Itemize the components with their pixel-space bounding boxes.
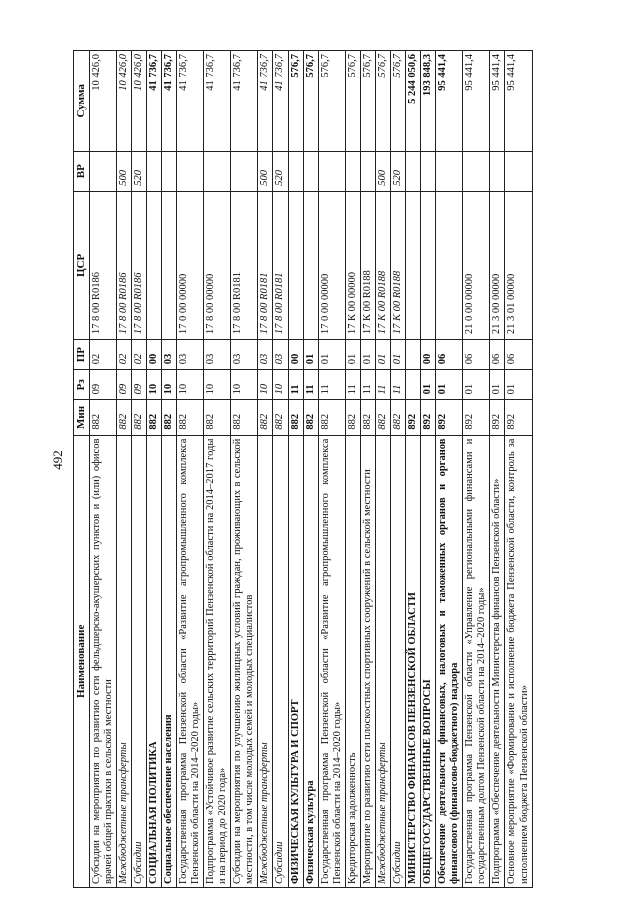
- cell-sum: 576,7: [390, 51, 405, 152]
- table-row: [463, 51, 490, 888]
- cell-pr: 06: [436, 340, 463, 370]
- cell-sum: 10 426,0: [89, 51, 116, 152]
- cell-csr: 17 8 00 R0186: [131, 191, 146, 339]
- header-pr: ПР: [74, 340, 90, 370]
- cell-pr: 01: [390, 340, 405, 370]
- rotated-table-container: [73, 50, 533, 888]
- cell-name: Кредиторская задолженность: [345, 435, 360, 887]
- cell-sum: 576,7: [360, 51, 375, 152]
- cell-pr: 00: [146, 340, 161, 370]
- cell-pr: 02: [89, 340, 116, 370]
- cell-min: 882: [204, 400, 231, 435]
- table-row: [204, 51, 231, 888]
- cell-name: Государственная программа Пензенской области «Управление региональными финансами и государственным долгом Пензенской области на 2014–2020 годы»: [463, 435, 490, 887]
- cell-rz: 01: [436, 370, 463, 400]
- cell-sum: 193 848,3: [421, 51, 436, 152]
- budget-table: [73, 50, 533, 888]
- cell-csr: [161, 191, 176, 339]
- cell-min: 882: [288, 400, 303, 435]
- cell-rz: 01: [421, 370, 436, 400]
- cell-rz: 09: [116, 370, 131, 400]
- cell-min: 882: [231, 400, 258, 435]
- cell-pr: 01: [360, 340, 375, 370]
- cell-vr: [303, 151, 318, 191]
- cell-name: Субсидии на мероприятия по улучшению жилищных условий граждан, проживающих в сельской местности, в том числе молодых семей и молодых специалистов: [231, 435, 258, 887]
- cell-vr: [318, 151, 345, 191]
- cell-vr: [505, 151, 532, 191]
- cell-vr: [490, 151, 505, 191]
- cell-csr: [146, 191, 161, 339]
- cell-rz: 10: [231, 370, 258, 400]
- cell-min: 882: [375, 400, 390, 435]
- cell-min: 892: [463, 400, 490, 435]
- cell-vr: [463, 151, 490, 191]
- table-row: [258, 51, 273, 888]
- cell-min: 882: [116, 400, 131, 435]
- table-row: [116, 51, 131, 888]
- cell-min: 892: [505, 400, 532, 435]
- cell-min: 882: [318, 400, 345, 435]
- cell-rz: 11: [288, 370, 303, 400]
- cell-sum: 41 736,7: [177, 51, 204, 152]
- header-rz: Рз: [74, 370, 90, 400]
- cell-name: СОЦИАЛЬНАЯ ПОЛИТИКА: [146, 435, 161, 887]
- cell-vr: [360, 151, 375, 191]
- cell-vr: 520: [131, 151, 146, 191]
- table-row: [89, 51, 116, 888]
- cell-pr: 03: [177, 340, 204, 370]
- cell-pr: 01: [345, 340, 360, 370]
- cell-csr: [406, 191, 421, 339]
- cell-pr: 02: [131, 340, 146, 370]
- cell-name: Обеспечение деятельности финансовых, налоговых и таможенных органов и органов финансового (финансово-бюджетного) надзора: [436, 435, 463, 887]
- cell-name: Подпрограмма «Обеспечение деятельности Министерства финансов Пензенской области»: [490, 435, 505, 887]
- table-row: [161, 51, 176, 888]
- table-row: [146, 51, 161, 888]
- cell-min: 892: [406, 400, 421, 435]
- cell-rz: 11: [360, 370, 375, 400]
- cell-min: 882: [146, 400, 161, 435]
- cell-vr: 500: [375, 151, 390, 191]
- cell-min: 882: [360, 400, 375, 435]
- table-row: [273, 51, 288, 888]
- cell-vr: 520: [273, 151, 288, 191]
- cell-sum: 41 736,7: [273, 51, 288, 152]
- cell-vr: [204, 151, 231, 191]
- table-row: [406, 51, 421, 888]
- cell-csr: 21 3 01 00000: [505, 191, 532, 339]
- cell-pr: 01: [318, 340, 345, 370]
- cell-name: МИНИСТЕРСТВО ФИНАНСОВ ПЕНЗЕНСКОЙ ОБЛАСТИ: [406, 435, 421, 887]
- cell-rz: 01: [490, 370, 505, 400]
- header-csr: ЦСР: [74, 191, 90, 339]
- cell-name: Государственная программа Пензенской области «Развитие агропромышленного комплекса Пензенской области на 2014–2020 годы»: [318, 435, 345, 887]
- cell-min: 882: [345, 400, 360, 435]
- cell-pr: 01: [375, 340, 390, 370]
- cell-pr: 00: [421, 340, 436, 370]
- cell-min: 882: [131, 400, 146, 435]
- cell-pr: [406, 340, 421, 370]
- cell-name: ФИЗИЧЕСКАЯ КУЛЬТУРА И СПОРТ: [288, 435, 303, 887]
- cell-rz: [406, 370, 421, 400]
- cell-csr: 17 0 00 00000: [177, 191, 204, 339]
- table-row: [345, 51, 360, 888]
- cell-min: 882: [161, 400, 176, 435]
- cell-rz: 11: [303, 370, 318, 400]
- cell-rz: 09: [131, 370, 146, 400]
- cell-pr: 00: [288, 340, 303, 370]
- cell-rz: 11: [318, 370, 345, 400]
- cell-csr: 17 8 00 R0186: [89, 191, 116, 339]
- table-row: [131, 51, 146, 888]
- cell-sum: 576,7: [303, 51, 318, 152]
- cell-sum: 576,7: [375, 51, 390, 152]
- cell-name: Подпрограмма «Устойчивое развитие сельских территорий Пензенской области на 2014–2017 годы и на период до 2020 года»: [204, 435, 231, 887]
- cell-pr: 01: [303, 340, 318, 370]
- cell-csr: [421, 191, 436, 339]
- cell-name: Межбюджетные трансферты: [375, 435, 390, 887]
- cell-csr: 17 8 00 R0186: [116, 191, 131, 339]
- cell-name: Государственная программа Пензенской области «Развитие агропромышленного комплекса Пензенской области на 2014–2020 годы»: [177, 435, 204, 887]
- cell-rz: 11: [375, 370, 390, 400]
- table-row: [505, 51, 532, 888]
- cell-rz: 11: [345, 370, 360, 400]
- cell-csr: 17 8 00 00000: [204, 191, 231, 339]
- table-row: [375, 51, 390, 888]
- cell-pr: 02: [116, 340, 131, 370]
- cell-sum: 41 736,7: [146, 51, 161, 152]
- table-row: [303, 51, 318, 888]
- cell-rz: 10: [146, 370, 161, 400]
- cell-csr: 17 К 00 R0188: [375, 191, 390, 339]
- cell-vr: [146, 151, 161, 191]
- cell-rz: 10: [204, 370, 231, 400]
- cell-sum: 95 441,4: [505, 51, 532, 152]
- cell-sum: 41 736,7: [161, 51, 176, 152]
- cell-min: 892: [421, 400, 436, 435]
- cell-pr: 03: [231, 340, 258, 370]
- cell-sum: 10 426,0: [116, 51, 131, 152]
- cell-csr: 17 К 00 00000: [345, 191, 360, 339]
- cell-rz: 09: [89, 370, 116, 400]
- cell-name: Субсидии: [131, 435, 146, 887]
- table-row: [288, 51, 303, 888]
- table-row: [318, 51, 345, 888]
- cell-name: ОБЩЕГОСУДАРСТВЕННЫЕ ВОПРОСЫ: [421, 435, 436, 887]
- cell-csr: 21 3 00 00000: [490, 191, 505, 339]
- cell-rz: 11: [390, 370, 405, 400]
- cell-csr: [288, 191, 303, 339]
- cell-csr: 21 0 00 00000: [463, 191, 490, 339]
- cell-csr: 17 8 00 R0181: [258, 191, 273, 339]
- cell-name: Социальное обеспечение населения: [161, 435, 176, 887]
- cell-min: 892: [490, 400, 505, 435]
- cell-rz: 10: [273, 370, 288, 400]
- cell-sum: 10 426,0: [131, 51, 146, 152]
- cell-min: 882: [303, 400, 318, 435]
- cell-sum: 5 244 050,6: [406, 51, 421, 152]
- cell-sum: 95 441,4: [463, 51, 490, 152]
- cell-vr: [177, 151, 204, 191]
- cell-name: Физическая культура: [303, 435, 318, 887]
- cell-vr: [406, 151, 421, 191]
- cell-sum: 576,7: [318, 51, 345, 152]
- table-row: [231, 51, 258, 888]
- cell-rz: 01: [463, 370, 490, 400]
- cell-vr: [345, 151, 360, 191]
- cell-min: 882: [177, 400, 204, 435]
- cell-vr: [288, 151, 303, 191]
- cell-pr: 06: [490, 340, 505, 370]
- cell-sum: 41 736,7: [204, 51, 231, 152]
- cell-min: 882: [390, 400, 405, 435]
- cell-name: Субсидии: [273, 435, 288, 887]
- cell-csr: 17 К 00 R0188: [360, 191, 375, 339]
- cell-pr: 03: [204, 340, 231, 370]
- cell-vr: [231, 151, 258, 191]
- table-body: [89, 51, 532, 888]
- cell-rz: 10: [258, 370, 273, 400]
- cell-vr: [436, 151, 463, 191]
- cell-vr: [89, 151, 116, 191]
- cell-min: 882: [273, 400, 288, 435]
- table-row: [177, 51, 204, 888]
- cell-min: 892: [436, 400, 463, 435]
- table-row: [490, 51, 505, 888]
- table-header-row: [74, 51, 90, 888]
- table-row: [360, 51, 375, 888]
- cell-csr: 17 К 00 R0188: [390, 191, 405, 339]
- cell-rz: 01: [505, 370, 532, 400]
- cell-sum: 95 441,4: [436, 51, 463, 152]
- cell-csr: 17 0 00 00000: [318, 191, 345, 339]
- cell-rz: 10: [161, 370, 176, 400]
- cell-csr: [436, 191, 463, 339]
- cell-csr: 17 8 00 R0181: [231, 191, 258, 339]
- cell-min: 882: [89, 400, 116, 435]
- cell-pr: 03: [258, 340, 273, 370]
- cell-pr: 06: [463, 340, 490, 370]
- cell-pr: 06: [505, 340, 532, 370]
- header-vr: ВР: [74, 151, 90, 191]
- cell-vr: 520: [390, 151, 405, 191]
- cell-name: Основное мероприятие «Формирование и исполнение бюджета Пензенской области, контроль за исполнением бюджета Пензенской области»: [505, 435, 532, 887]
- cell-pr: 03: [273, 340, 288, 370]
- table-row: [436, 51, 463, 888]
- cell-pr: 03: [161, 340, 176, 370]
- cell-rz: 10: [177, 370, 204, 400]
- cell-sum: 576,7: [288, 51, 303, 152]
- cell-name: Субсидии на мероприятия по развитию сети фельдшерско-акушерских пунктов и (или) офисов врачей общей практики в сельской местности: [89, 435, 116, 887]
- cell-min: 882: [258, 400, 273, 435]
- table-row: [421, 51, 436, 888]
- cell-name: Субсидии: [390, 435, 405, 887]
- cell-csr: 17 8 00 R0181: [273, 191, 288, 339]
- cell-vr: [161, 151, 176, 191]
- cell-vr: 500: [258, 151, 273, 191]
- cell-name: Межбюджетные трансферты: [116, 435, 131, 887]
- cell-sum: 41 736,7: [231, 51, 258, 152]
- header-name: Наименование: [74, 435, 90, 887]
- cell-name: Мероприятие по развитию сети плоскостных спортивных сооружений в сельской местности: [360, 435, 375, 887]
- table-row: [390, 51, 405, 888]
- header-min: Мин: [74, 400, 90, 435]
- page-number: 492: [50, 450, 65, 470]
- cell-sum: 95 441,4: [490, 51, 505, 152]
- cell-csr: [303, 191, 318, 339]
- cell-vr: [421, 151, 436, 191]
- cell-vr: 500: [116, 151, 131, 191]
- cell-sum: 576,7: [345, 51, 360, 152]
- cell-name: Межбюджетные трансферты: [258, 435, 273, 887]
- header-sum: Сумма: [74, 51, 90, 152]
- cell-sum: 41 736,7: [258, 51, 273, 152]
